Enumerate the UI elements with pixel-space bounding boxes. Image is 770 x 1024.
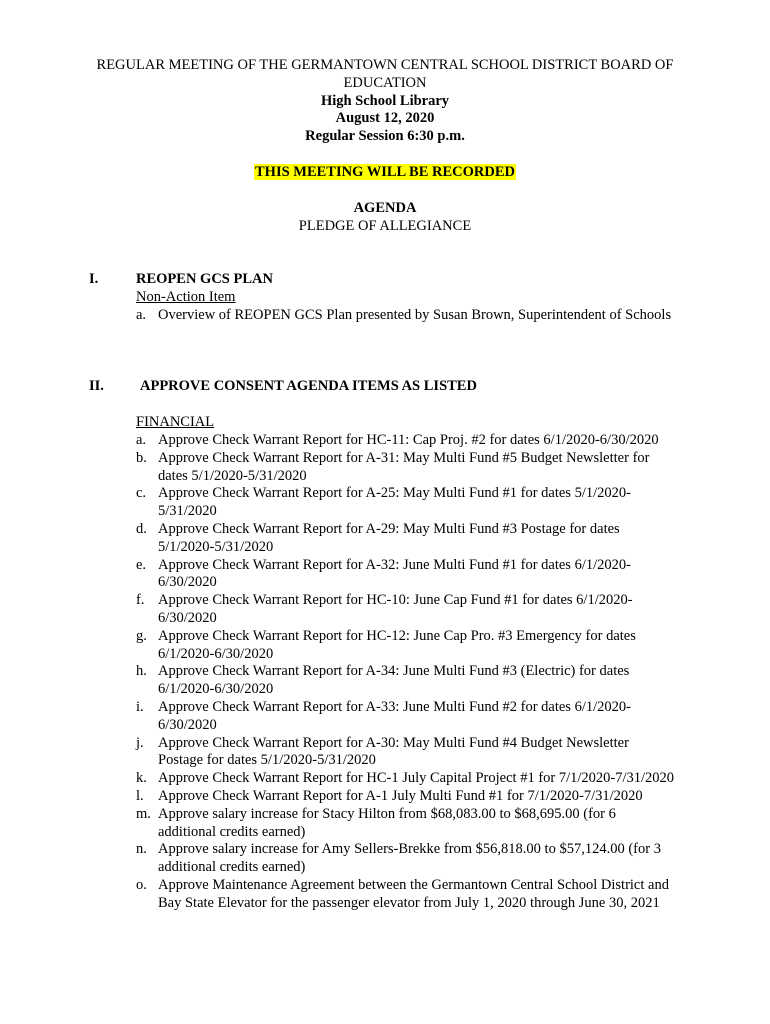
list-item [136,663,676,699]
meeting-title: REGULAR MEETING OF THE GERMANTOWN CENTRAL SCHOOL DISTRICT BOARD OF EDUCATION [96,57,674,91]
item-letter: m. [136,805,151,822]
item-text: Approve Check Warrant Report for HC-10: June Cap Fund #1 for dates 6/1/2020-6/30/2020 [158,592,633,626]
item-letter: d. [136,520,147,537]
item-letter: e. [136,556,147,573]
item-text: Approve Check Warrant Report for A-34: June Multi Fund #3 (Electric) for dates 6/1/2020-6/30/2020 [158,663,630,698]
list-item [136,485,676,521]
section-title: APPROVE CONSENT AGENDA ITEMS AS LISTED [140,378,477,394]
item-text: Overview of REOPEN GCS Plan presented by Susan Brown, Superintendent of Schools [158,307,672,323]
meeting-header [0,57,770,146]
agenda-title: AGENDA [353,200,417,216]
list-item [136,841,676,877]
item-text: Approve Check Warrant Report for HC-11: Cap Proj. #2 for dates 6/1/2020-6/30/2020 [158,432,659,448]
list-item [136,592,676,628]
meeting-session: Regular Session 6:30 p.m. [305,128,465,145]
agenda-heading [0,200,770,236]
section-number: II. [89,378,104,394]
item-text: Approve Check Warrant Report for A-31: May Multi Fund #5 Budget Newsletter for dates 5/1/2020-5/31/2020 [158,449,650,484]
item-letter: j. [136,734,144,751]
section-subtitle: FINANCIAL [136,414,215,430]
list-item [136,628,676,664]
item-text: Approve salary increase for Stacy Hilton from $68,083.00 to $68,695.00 (for 6 additional credits earned) [158,805,616,840]
section-title: REOPEN GCS PLAN [136,271,273,287]
section-subtitle: Non-Action Item [136,289,236,305]
item-text: Approve Maintenance Agreement between the Germantown Central School District and Bay State Elevator for the passenger elevator from July 1, 2020 through June 30, 2021 [158,876,669,911]
item-text: Approve Check Warrant Report for A-1 July Multi Fund #1 for 7/1/2020-7/31/2020 [158,787,643,804]
item-letter: g. [136,627,147,644]
list-item [136,521,676,557]
item-letter: c. [136,485,147,502]
item-letter: l. [136,787,144,804]
section-items [136,307,676,325]
item-text: Approve Check Warrant Report for A-25: May Multi Fund #1 for dates 5/1/2020-5/31/2020 [158,485,631,520]
item-text: Approve salary increase for Amy Sellers-Brekke from $56,818.00 to $57,124.00 (for 3 additional credits earned) [158,841,661,876]
item-text: Approve Check Warrant Report for A-29: May Multi Fund #3 Postage for dates 5/1/2020-5/31/2020 [158,520,620,555]
item-letter: k. [136,770,147,787]
item-letter: a. [136,307,147,323]
item-text: Approve Check Warrant Report for HC-12: June Cap Pro. #3 Emergency for dates 6/1/2020-6/30/2020 [158,627,636,662]
recording-notice [0,164,770,182]
list-item [136,770,676,788]
list-item [136,877,676,913]
pledge-of-allegiance: PLEDGE OF ALLEGIANCE [298,217,472,234]
item-text: Approve Check Warrant Report for A-33: June Multi Fund #2 for dates 6/1/2020-6/30/2020 [158,698,631,733]
item-text: Approve Check Warrant Report for HC-1 July Capital Project #1 for 7/1/2020-7/31/2020 [158,770,675,787]
list-item [136,699,676,735]
section-number: I. [89,271,99,287]
item-text: Approve Check Warrant Report for A-30: May Multi Fund #4 Budget Newsletter Postage for dates 5/1/2020-5/31/2020 [158,734,629,769]
item-letter: a. [136,432,147,448]
list-item [136,788,676,806]
list-item [136,432,676,450]
item-letter: b. [136,449,147,466]
section-items [136,432,676,913]
recording-notice-text: THIS MEETING WILL BE RECORDED [255,164,515,180]
list-item [136,450,676,486]
list-item [136,307,676,325]
item-text: Approve Check Warrant Report for A-32: June Multi Fund #1 for dates 6/1/2020-6/30/2020 [158,556,631,591]
list-item [136,557,676,593]
item-letter: o. [136,876,147,893]
list-item [136,806,676,842]
meeting-date: August 12, 2020 [335,110,435,127]
item-letter: i. [136,698,144,715]
item-letter: f. [136,592,145,609]
meeting-location: High School Library [320,92,450,109]
list-item [136,735,676,771]
item-letter: h. [136,663,147,680]
item-letter: n. [136,841,147,858]
